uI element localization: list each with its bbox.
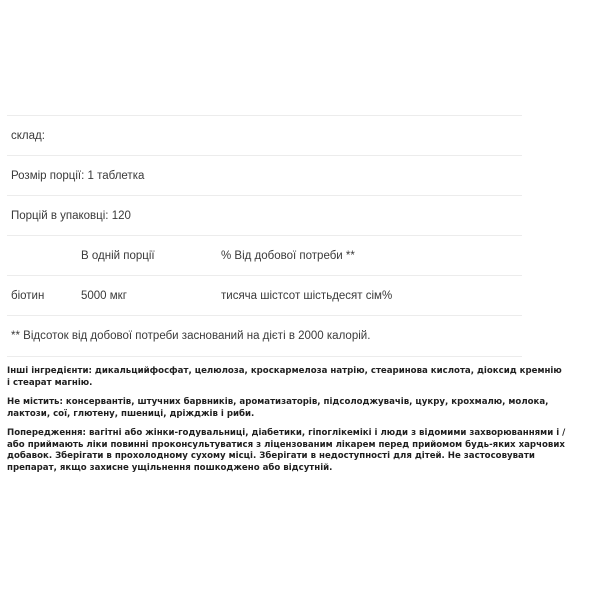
nutrient-daily-value: тисяча шістсот шістьдесят сім% bbox=[221, 289, 393, 302]
daily-value-footnote: ** Відсоток від добової потреби заснований на дієті в 2000 калорій. bbox=[11, 330, 371, 342]
serving-size-row bbox=[7, 155, 522, 195]
table-row bbox=[7, 275, 522, 315]
footnote-row bbox=[7, 315, 522, 357]
serving-size: Розмір порції: 1 таблетка bbox=[11, 169, 145, 182]
servings-per-container-row bbox=[7, 195, 522, 235]
other-ingredients: Інші інгредієнти: дикальцийфосфат, целюлоза, кроскармелоза натрію, стеаринова кислота, діоксид кремнію і стеарат магнію. bbox=[7, 366, 562, 388]
does-not-contain: Не містить: консервантів, штучних барвників, ароматизаторів, підсолоджувачів, цукру, крохмалю, молока, лактози, сої, глютену, пшениці, дріжджів і риби. bbox=[7, 397, 549, 419]
table-header-row bbox=[7, 235, 522, 275]
nutrient-amount: 5000 мкг bbox=[81, 289, 127, 302]
supplement-facts-table bbox=[7, 115, 522, 357]
product-notes bbox=[7, 366, 567, 482]
servings-per-container: Порцій в упаковці: 120 bbox=[11, 209, 131, 222]
composition-row bbox=[7, 115, 522, 155]
composition-label: склад: bbox=[11, 129, 45, 142]
header-daily-value: % Від добової потреби ** bbox=[221, 249, 355, 262]
header-per-serving: В одній порції bbox=[81, 249, 155, 262]
warning: Попередження: вагітні або жінки-годувальниці, діабетики, гіпоглікемікі і люди з відомими захворюваннями і / або приймають ліки повинні проконсультуватися з ліцензованим лікарем перед прийомом будь-яких харчових добавок. Зберігати в прохолодному сухому місці. Зберігати в недоступності для дітей. Не застосовувати препарат, якщо захисне ущільнення пошкоджено або відсутній. bbox=[7, 428, 566, 473]
nutrient-name: біотин bbox=[11, 289, 45, 302]
